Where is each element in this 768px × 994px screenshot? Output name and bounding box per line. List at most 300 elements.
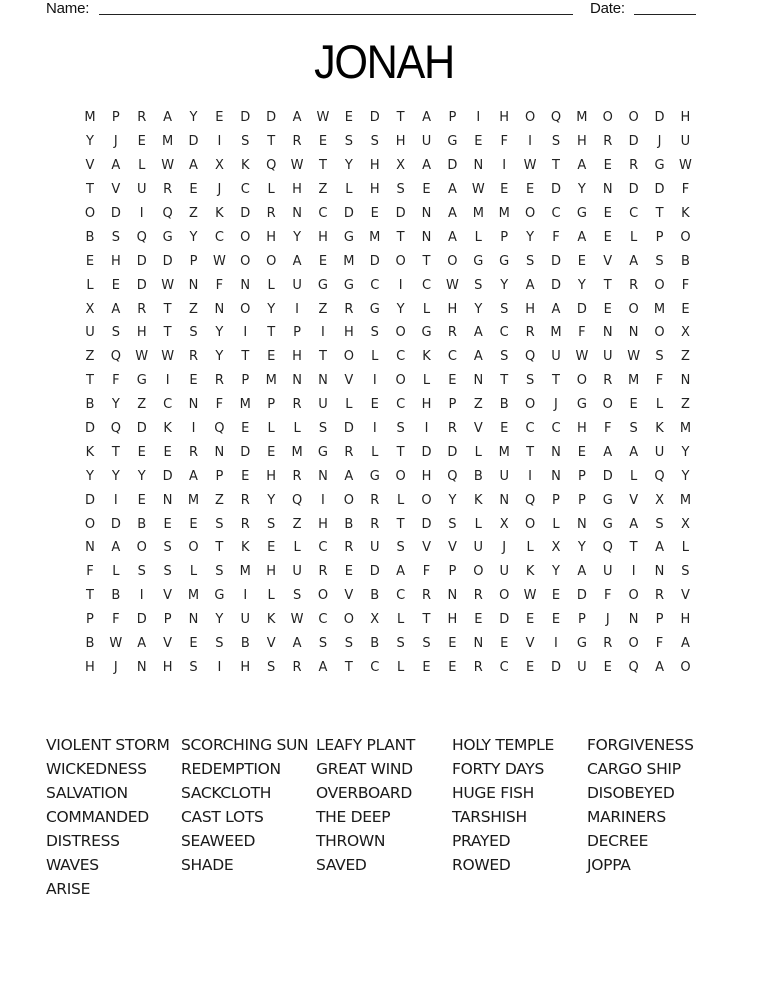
grid-letter[interactable]: N: [214, 444, 225, 460]
grid-letter[interactable]: B: [240, 636, 250, 652]
grid-letter[interactable]: E: [551, 612, 561, 628]
grid-letter[interactable]: O: [395, 325, 406, 341]
grid-letter[interactable]: X: [551, 540, 561, 556]
grid-letter[interactable]: A: [447, 182, 457, 198]
grid-letter[interactable]: G: [369, 468, 380, 484]
grid-letter[interactable]: L: [267, 588, 275, 604]
grid-letter[interactable]: R: [629, 277, 639, 293]
grid-letter[interactable]: D: [447, 158, 458, 174]
grid-letter[interactable]: M: [498, 206, 510, 221]
grid-letter[interactable]: U: [654, 444, 665, 460]
grid-letter[interactable]: S: [500, 301, 509, 317]
grid-letter[interactable]: D: [576, 301, 587, 317]
grid-letter[interactable]: W: [627, 349, 641, 365]
grid-letter[interactable]: N: [85, 540, 95, 556]
grid-letter[interactable]: E: [267, 349, 276, 365]
grid-letter[interactable]: N: [577, 516, 587, 532]
grid-letter[interactable]: I: [165, 373, 170, 389]
grid-letter[interactable]: U: [551, 349, 561, 365]
grid-letter[interactable]: I: [554, 636, 558, 652]
grid-letter[interactable]: S: [655, 349, 664, 365]
grid-letter[interactable]: S: [681, 564, 690, 580]
grid-letter[interactable]: I: [321, 325, 325, 341]
grid-letter[interactable]: A: [577, 564, 587, 580]
grid-letter[interactable]: P: [293, 325, 301, 341]
grid-letter[interactable]: B: [370, 636, 380, 652]
grid-letter[interactable]: P: [86, 612, 94, 628]
grid-letter[interactable]: G: [447, 134, 458, 150]
grid-letter[interactable]: H: [318, 229, 328, 245]
grid-letter[interactable]: Z: [680, 349, 690, 365]
grid-letter[interactable]: A: [629, 444, 639, 460]
grid-letter[interactable]: S: [344, 636, 353, 652]
grid-letter[interactable]: B: [137, 516, 147, 532]
grid-letter[interactable]: V: [163, 588, 173, 604]
grid-letter[interactable]: X: [214, 158, 224, 174]
grid-letter[interactable]: U: [499, 564, 509, 580]
grid-letter[interactable]: A: [447, 229, 457, 245]
grid-letter[interactable]: M: [472, 206, 484, 221]
grid-letter[interactable]: E: [241, 468, 250, 484]
grid-letter[interactable]: C: [421, 277, 432, 293]
grid-letter[interactable]: D: [447, 444, 458, 460]
grid-letter[interactable]: A: [473, 325, 483, 341]
grid-letter[interactable]: G: [576, 206, 587, 221]
grid-letter[interactable]: R: [292, 397, 302, 413]
grid-letter[interactable]: L: [397, 659, 405, 675]
grid-letter[interactable]: A: [111, 158, 121, 174]
grid-letter[interactable]: S: [396, 421, 405, 437]
grid-letter[interactable]: L: [293, 540, 301, 556]
grid-letter[interactable]: T: [318, 158, 327, 174]
grid-letter[interactable]: S: [629, 421, 638, 437]
grid-letter[interactable]: D: [369, 110, 380, 126]
grid-letter[interactable]: D: [240, 444, 251, 460]
grid-letter[interactable]: D: [550, 277, 561, 293]
grid-letter[interactable]: E: [474, 134, 483, 150]
grid-letter[interactable]: O: [343, 492, 354, 508]
grid-letter[interactable]: F: [500, 134, 508, 150]
grid-letter[interactable]: M: [653, 301, 666, 317]
grid-letter[interactable]: U: [603, 564, 613, 580]
grid-letter[interactable]: R: [266, 206, 276, 221]
grid-letter[interactable]: S: [370, 134, 379, 150]
grid-letter[interactable]: I: [476, 110, 481, 126]
grid-letter[interactable]: S: [111, 325, 120, 341]
grid-letter[interactable]: J: [113, 134, 118, 150]
grid-letter[interactable]: C: [318, 206, 328, 221]
grid-letter[interactable]: J: [502, 540, 507, 556]
grid-letter[interactable]: P: [655, 612, 664, 628]
grid-letter[interactable]: N: [602, 182, 613, 198]
grid-letter[interactable]: M: [84, 110, 96, 126]
grid-letter[interactable]: Q: [110, 349, 121, 365]
grid-letter[interactable]: C: [396, 588, 406, 604]
grid-letter[interactable]: E: [189, 636, 198, 652]
grid-letter[interactable]: V: [422, 540, 431, 556]
grid-letter[interactable]: D: [84, 421, 95, 437]
grid-letter[interactable]: A: [318, 659, 328, 675]
grid-letter[interactable]: F: [604, 588, 612, 604]
grid-letter[interactable]: S: [189, 325, 198, 341]
grid-letter[interactable]: E: [241, 421, 250, 437]
grid-letter[interactable]: A: [292, 636, 302, 652]
grid-letter[interactable]: E: [344, 110, 353, 126]
grid-letter[interactable]: U: [292, 277, 302, 293]
grid-letter[interactable]: D: [136, 253, 147, 269]
grid-letter[interactable]: F: [112, 373, 120, 389]
grid-letter[interactable]: F: [422, 564, 431, 580]
grid-letter[interactable]: V: [85, 158, 95, 174]
grid-letter[interactable]: P: [500, 229, 509, 245]
grid-letter[interactable]: Z: [189, 206, 198, 221]
grid-letter[interactable]: E: [551, 588, 561, 604]
grid-letter[interactable]: K: [215, 206, 224, 221]
grid-letter[interactable]: H: [395, 134, 406, 150]
grid-letter[interactable]: D: [369, 253, 380, 269]
grid-letter[interactable]: Q: [136, 229, 147, 245]
grid-letter[interactable]: T: [629, 540, 638, 556]
grid-letter[interactable]: L: [345, 182, 353, 198]
grid-letter[interactable]: S: [163, 564, 172, 580]
grid-letter[interactable]: M: [343, 253, 355, 269]
grid-letter[interactable]: K: [163, 421, 172, 437]
grid-letter[interactable]: A: [629, 516, 639, 532]
grid-letter[interactable]: H: [576, 421, 587, 437]
grid-letter[interactable]: Z: [292, 516, 302, 532]
grid-letter[interactable]: B: [111, 588, 121, 604]
grid-letter[interactable]: V: [680, 588, 690, 604]
grid-letter[interactable]: P: [448, 397, 457, 413]
grid-letter[interactable]: B: [85, 397, 95, 413]
grid-letter[interactable]: P: [552, 492, 560, 508]
grid-letter[interactable]: W: [212, 253, 226, 269]
grid-letter[interactable]: Y: [526, 229, 535, 245]
grid-letter[interactable]: Q: [110, 421, 121, 437]
grid-letter[interactable]: K: [525, 564, 535, 580]
grid-letter[interactable]: S: [655, 516, 664, 532]
grid-letter[interactable]: M: [628, 373, 640, 389]
grid-letter[interactable]: V: [525, 636, 535, 652]
grid-letter[interactable]: N: [188, 397, 199, 413]
grid-letter[interactable]: M: [187, 492, 200, 508]
grid-letter[interactable]: E: [500, 182, 509, 198]
grid-letter[interactable]: L: [630, 229, 638, 245]
grid-letter[interactable]: K: [241, 158, 250, 174]
grid-letter[interactable]: Y: [681, 468, 690, 484]
grid-letter[interactable]: D: [421, 444, 432, 460]
grid-letter[interactable]: C: [163, 397, 173, 413]
grid-letter[interactable]: F: [215, 397, 224, 413]
grid-letter[interactable]: O: [628, 588, 639, 604]
grid-letter[interactable]: L: [397, 492, 405, 508]
grid-letter[interactable]: A: [655, 659, 664, 675]
grid-letter[interactable]: L: [293, 421, 301, 437]
grid-letter[interactable]: I: [243, 325, 248, 341]
grid-letter[interactable]: R: [292, 134, 302, 150]
grid-letter[interactable]: Y: [111, 468, 120, 484]
grid-letter[interactable]: Y: [137, 468, 146, 484]
grid-letter[interactable]: G: [473, 253, 484, 269]
grid-letter[interactable]: Z: [189, 301, 198, 317]
grid-letter[interactable]: H: [318, 516, 328, 532]
grid-letter[interactable]: I: [139, 588, 144, 604]
grid-letter[interactable]: A: [473, 349, 483, 365]
grid-letter[interactable]: T: [85, 588, 94, 604]
grid-letter[interactable]: W: [290, 158, 304, 174]
grid-letter[interactable]: O: [240, 301, 251, 317]
grid-letter[interactable]: W: [471, 182, 485, 198]
grid-letter[interactable]: B: [344, 516, 354, 532]
grid-letter[interactable]: D: [240, 206, 251, 221]
grid-letter[interactable]: H: [525, 301, 535, 317]
grid-letter[interactable]: N: [318, 373, 328, 389]
grid-letter[interactable]: I: [502, 158, 507, 174]
grid-letter[interactable]: H: [447, 301, 458, 317]
grid-letter[interactable]: W: [109, 636, 123, 652]
grid-letter[interactable]: N: [628, 612, 639, 628]
grid-letter[interactable]: L: [630, 468, 638, 484]
grid-letter[interactable]: F: [215, 277, 224, 293]
grid-letter[interactable]: T: [396, 516, 405, 532]
grid-letter[interactable]: Q: [162, 206, 173, 221]
grid-letter[interactable]: E: [448, 659, 457, 675]
grid-letter[interactable]: F: [655, 636, 664, 652]
grid-letter[interactable]: S: [525, 373, 535, 389]
grid-letter[interactable]: A: [551, 301, 561, 317]
grid-letter[interactable]: U: [499, 468, 509, 484]
grid-letter[interactable]: X: [370, 612, 380, 628]
grid-letter[interactable]: I: [631, 564, 636, 580]
grid-letter[interactable]: I: [321, 492, 325, 508]
grid-letter[interactable]: Y: [681, 444, 690, 460]
grid-letter[interactable]: E: [344, 564, 353, 580]
grid-letter[interactable]: O: [421, 492, 432, 508]
grid-letter[interactable]: O: [395, 468, 406, 484]
grid-letter[interactable]: O: [628, 301, 639, 317]
grid-letter[interactable]: C: [629, 206, 639, 221]
grid-letter[interactable]: A: [163, 110, 173, 126]
grid-letter[interactable]: D: [628, 134, 639, 150]
grid-letter[interactable]: W: [523, 588, 537, 604]
grid-letter[interactable]: N: [318, 468, 328, 484]
grid-letter[interactable]: J: [605, 612, 610, 628]
grid-letter[interactable]: A: [655, 540, 664, 556]
grid-letter[interactable]: P: [655, 229, 664, 245]
grid-letter[interactable]: R: [214, 373, 224, 389]
grid-letter[interactable]: G: [602, 516, 613, 532]
grid-letter[interactable]: N: [188, 612, 199, 628]
grid-letter[interactable]: D: [550, 659, 561, 675]
grid-letter[interactable]: L: [189, 564, 198, 580]
grid-letter[interactable]: K: [85, 444, 95, 460]
grid-letter[interactable]: W: [161, 158, 175, 174]
grid-letter[interactable]: O: [343, 349, 354, 365]
grid-letter[interactable]: K: [422, 349, 431, 365]
grid-letter[interactable]: S: [111, 229, 120, 245]
grid-letter[interactable]: H: [576, 134, 587, 150]
grid-letter[interactable]: G: [214, 588, 225, 604]
grid-letter[interactable]: K: [681, 206, 690, 221]
grid-letter[interactable]: S: [318, 636, 328, 652]
grid-letter[interactable]: Y: [552, 564, 560, 580]
grid-letter[interactable]: U: [680, 134, 691, 150]
grid-letter[interactable]: M: [187, 588, 200, 604]
grid-letter[interactable]: H: [680, 110, 691, 126]
grid-letter[interactable]: T: [163, 301, 172, 317]
grid-letter[interactable]: S: [551, 134, 561, 150]
grid-letter[interactable]: E: [189, 373, 198, 389]
grid-letter[interactable]: E: [525, 612, 535, 628]
grid-letter[interactable]: E: [85, 253, 95, 269]
grid-letter[interactable]: S: [318, 421, 328, 437]
grid-letter[interactable]: W: [523, 158, 537, 174]
grid-letter[interactable]: I: [295, 301, 299, 317]
grid-letter[interactable]: N: [473, 158, 484, 174]
grid-letter[interactable]: N: [188, 277, 199, 293]
grid-letter[interactable]: Z: [318, 182, 328, 198]
grid-letter[interactable]: N: [654, 564, 665, 580]
grid-letter[interactable]: A: [603, 444, 613, 460]
grid-letter[interactable]: Y: [293, 229, 302, 245]
grid-letter[interactable]: E: [370, 397, 379, 413]
grid-letter[interactable]: S: [500, 349, 509, 365]
grid-letter[interactable]: Q: [291, 492, 303, 508]
grid-letter[interactable]: P: [215, 468, 224, 484]
grid-letter[interactable]: N: [473, 636, 484, 652]
grid-letter[interactable]: O: [576, 373, 587, 389]
grid-letter[interactable]: O: [524, 206, 536, 221]
grid-letter[interactable]: Y: [500, 277, 509, 293]
grid-letter[interactable]: O: [84, 516, 96, 532]
grid-letter[interactable]: E: [267, 540, 276, 556]
grid-letter[interactable]: G: [317, 277, 328, 293]
grid-letter[interactable]: U: [292, 564, 302, 580]
grid-letter[interactable]: A: [447, 206, 457, 221]
grid-letter[interactable]: I: [528, 134, 532, 150]
grid-letter[interactable]: Q: [654, 468, 665, 484]
grid-letter[interactable]: N: [214, 301, 225, 317]
grid-letter[interactable]: O: [395, 253, 406, 269]
grid-letter[interactable]: D: [266, 110, 277, 126]
grid-letter[interactable]: U: [369, 540, 380, 556]
grid-letter[interactable]: M: [576, 110, 588, 126]
grid-letter[interactable]: E: [422, 659, 431, 675]
grid-letter[interactable]: S: [396, 540, 405, 556]
grid-letter[interactable]: Q: [628, 659, 639, 675]
grid-letter[interactable]: Y: [577, 277, 586, 293]
grid-letter[interactable]: S: [215, 564, 224, 580]
grid-letter[interactable]: Y: [111, 397, 120, 413]
grid-letter[interactable]: Z: [85, 349, 95, 365]
grid-letter[interactable]: Y: [577, 540, 586, 556]
grid-letter[interactable]: W: [290, 612, 304, 628]
grid-letter[interactable]: D: [136, 612, 147, 628]
grid-letter[interactable]: M: [239, 564, 251, 580]
grid-letter[interactable]: E: [215, 110, 224, 126]
grid-letter[interactable]: C: [240, 182, 250, 198]
grid-letter[interactable]: H: [240, 659, 251, 675]
grid-letter[interactable]: M: [550, 325, 562, 341]
grid-letter[interactable]: N: [162, 492, 173, 508]
grid-letter[interactable]: R: [344, 540, 354, 556]
grid-letter[interactable]: D: [421, 516, 432, 532]
grid-letter[interactable]: R: [344, 301, 354, 317]
grid-letter[interactable]: O: [395, 373, 406, 389]
grid-letter[interactable]: Y: [85, 134, 94, 150]
grid-letter[interactable]: Z: [214, 492, 224, 508]
grid-letter[interactable]: E: [603, 301, 612, 317]
grid-letter[interactable]: R: [344, 444, 354, 460]
grid-letter[interactable]: S: [241, 134, 250, 150]
grid-letter[interactable]: K: [655, 421, 664, 437]
grid-letter[interactable]: W: [135, 349, 149, 365]
grid-letter[interactable]: S: [344, 134, 353, 150]
grid-letter[interactable]: R: [188, 444, 199, 460]
grid-letter[interactable]: E: [189, 516, 198, 532]
grid-letter[interactable]: D: [369, 564, 380, 580]
grid-letter[interactable]: R: [240, 492, 250, 508]
grid-letter[interactable]: G: [576, 397, 587, 413]
grid-letter[interactable]: D: [654, 110, 665, 126]
grid-letter[interactable]: I: [217, 134, 222, 150]
grid-letter[interactable]: S: [189, 659, 198, 675]
grid-letter[interactable]: H: [343, 325, 354, 341]
grid-letter[interactable]: T: [500, 373, 509, 389]
grid-letter[interactable]: Y: [474, 301, 483, 317]
grid-letter[interactable]: A: [111, 540, 121, 556]
grid-letter[interactable]: E: [370, 206, 379, 221]
grid-letter[interactable]: K: [474, 492, 483, 508]
grid-letter[interactable]: V: [629, 492, 639, 508]
grid-letter[interactable]: R: [422, 588, 432, 604]
grid-letter[interactable]: O: [136, 540, 147, 556]
grid-letter[interactable]: D: [110, 206, 121, 221]
grid-letter[interactable]: B: [680, 253, 690, 269]
grid-letter[interactable]: P: [163, 612, 172, 628]
grid-letter[interactable]: V: [266, 636, 276, 652]
grid-letter[interactable]: T: [215, 540, 224, 556]
grid-letter[interactable]: D: [136, 421, 147, 437]
grid-letter[interactable]: L: [371, 349, 379, 365]
date-field-line[interactable]: [634, 14, 696, 15]
grid-letter[interactable]: H: [292, 349, 302, 365]
grid-letter[interactable]: Z: [680, 397, 690, 413]
grid-letter[interactable]: T: [396, 229, 405, 245]
grid-letter[interactable]: R: [447, 421, 457, 437]
grid-letter[interactable]: F: [604, 421, 612, 437]
grid-letter[interactable]: Y: [189, 110, 198, 126]
grid-letter[interactable]: H: [292, 182, 302, 198]
grid-letter[interactable]: D: [395, 206, 406, 221]
grid-letter[interactable]: J: [554, 397, 558, 413]
grid-letter[interactable]: Z: [473, 397, 483, 413]
grid-letter[interactable]: G: [343, 277, 354, 293]
grid-letter[interactable]: L: [397, 612, 405, 628]
grid-letter[interactable]: P: [448, 564, 457, 580]
grid-letter[interactable]: N: [602, 325, 613, 341]
grid-letter[interactable]: W: [161, 349, 175, 365]
grid-letter[interactable]: S: [267, 659, 276, 675]
grid-letter[interactable]: A: [189, 158, 198, 174]
grid-letter[interactable]: Y: [189, 229, 198, 245]
grid-letter[interactable]: S: [370, 325, 379, 341]
grid-letter[interactable]: X: [680, 325, 690, 341]
grid-letter[interactable]: D: [602, 468, 613, 484]
grid-letter[interactable]: L: [267, 421, 275, 437]
grid-letter[interactable]: E: [603, 659, 612, 675]
grid-letter[interactable]: T: [526, 444, 535, 460]
